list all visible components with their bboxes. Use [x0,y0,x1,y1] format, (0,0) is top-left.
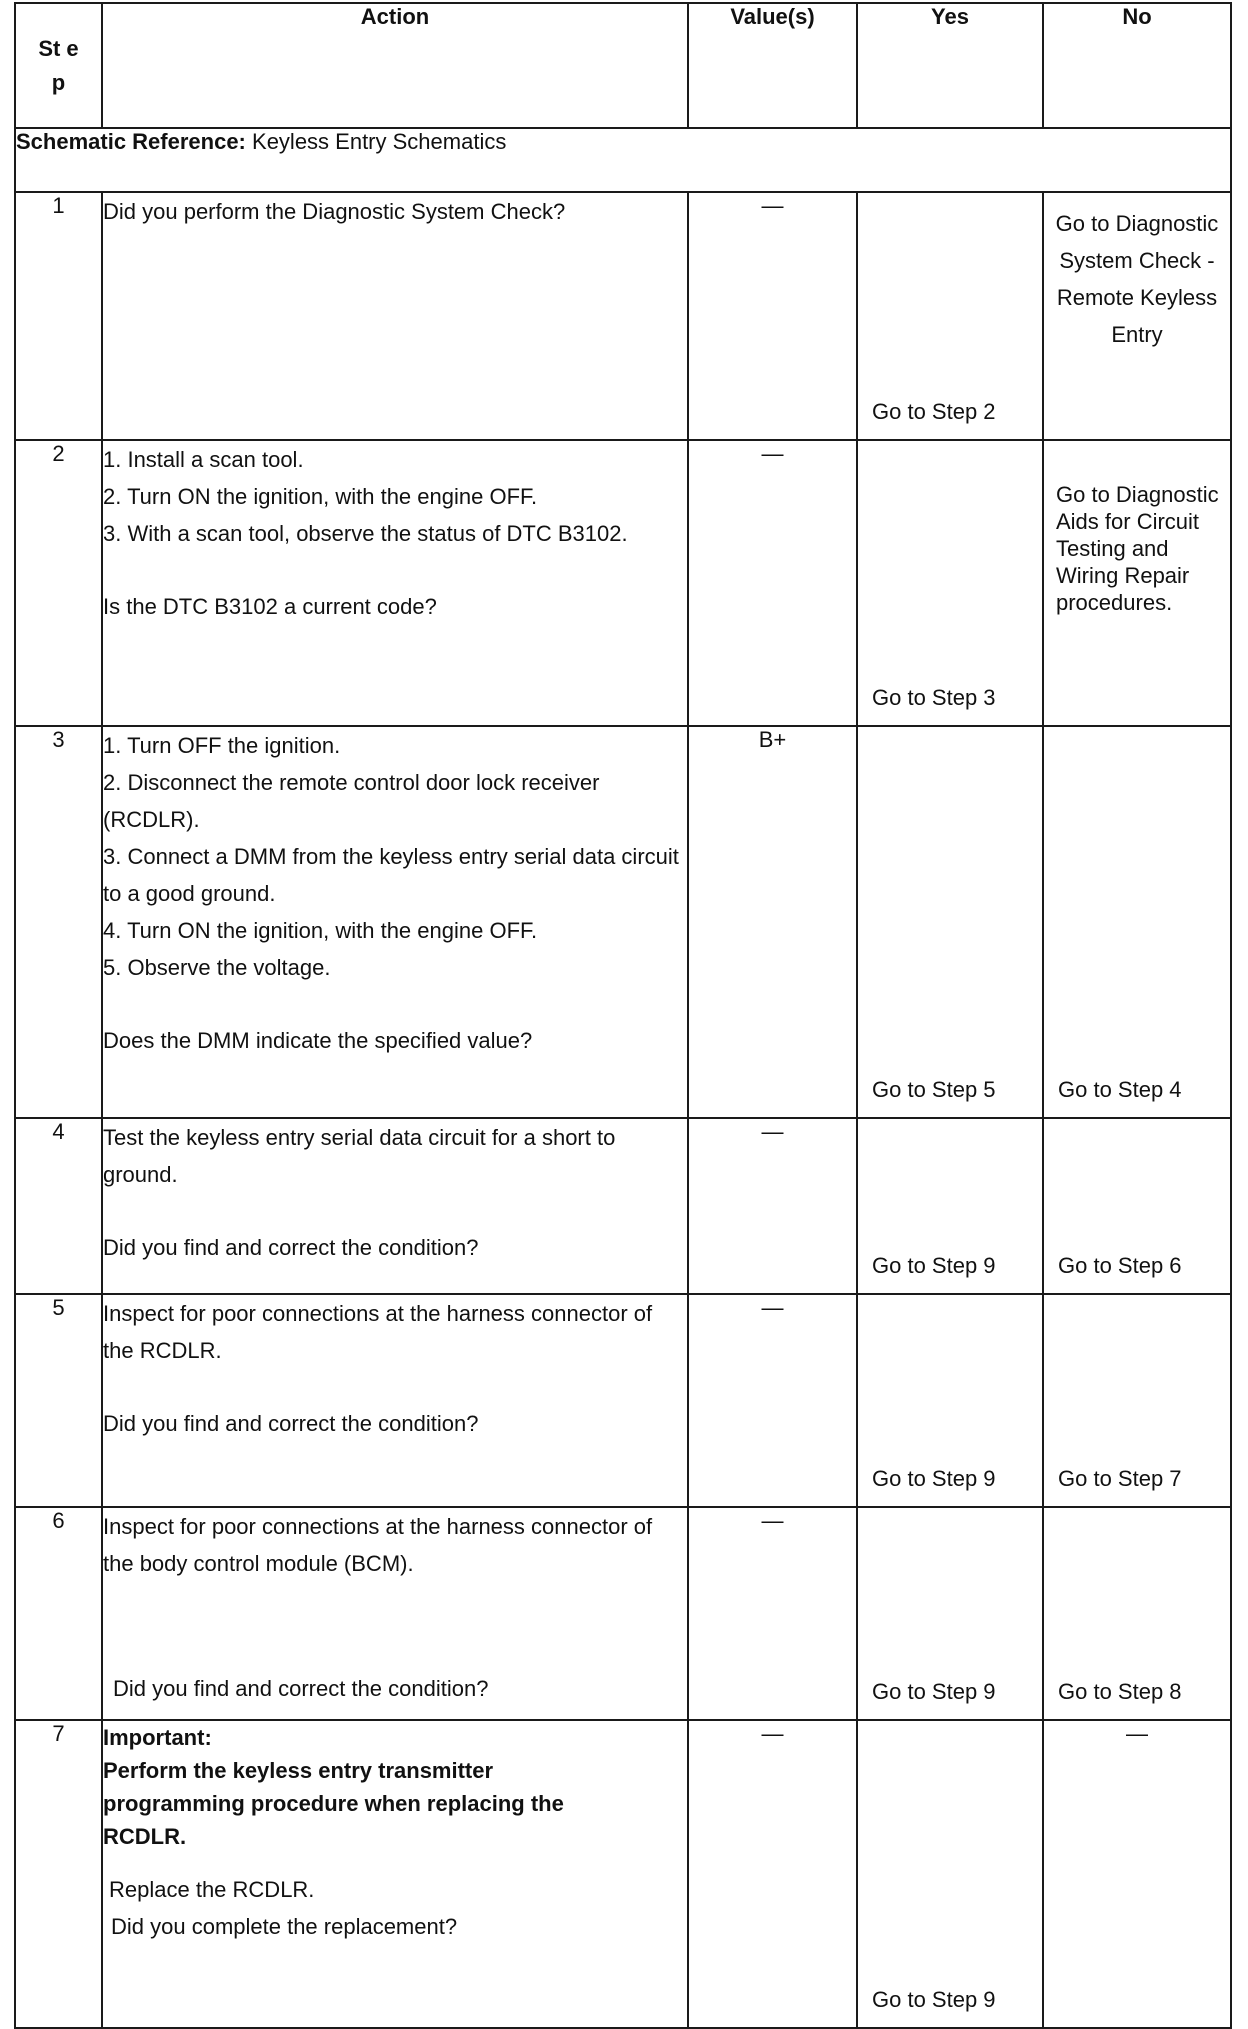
table-row [15,1720,1231,2028]
action-line: 2. Disconnect the remote control door lock receiver (RCDLR). [103,770,600,832]
action-line: Test the keyless entry serial data circuit for a short to ground. [103,1125,616,1187]
no-cell [1043,192,1231,440]
action-line: 1. Install a scan tool. [103,447,304,472]
diagnostic-table [14,2,1232,2029]
step-header: St ep [15,3,102,128]
action-question: Does the DMM indicate the specified value? [103,1028,533,1053]
step-number: 1 [15,192,102,440]
no-header: No [1043,3,1231,128]
no-cell [1043,440,1231,726]
no-result: Go to Step 7 [1058,1466,1182,1491]
yes-cell [857,1507,1043,1720]
value-cell: — [688,1507,857,1720]
no-cell: — [1043,1720,1231,2028]
action-question: Did you find and correct the condition? [113,1676,489,1701]
table-row [15,1118,1231,1294]
action-cell [102,726,688,1118]
header-row [15,3,1231,128]
action-line: 3. Connect a DMM from the keyless entry serial data circuit to a good ground. [103,844,679,906]
no-result: Go to Diagnostic Aids for Circuit Testing and Wiring Repair procedures. [1056,482,1219,615]
action-line: Inspect for poor connections at the harness connector of the body control module (BCM). [103,1514,653,1576]
table-row [15,726,1231,1118]
action-line: Inspect for poor connections at the harness connector of the RCDLR. [103,1301,653,1363]
no-result: Go to Step 6 [1058,1253,1182,1278]
yes-result: Go to Step 9 [872,1987,996,2012]
action-question: Did you find and correct the condition? [103,1235,479,1260]
action-line: 1. Turn OFF the ignition. [103,733,341,758]
value-cell: — [688,192,857,440]
important-label: Important: [103,1725,212,1750]
no-result: Go to Diagnostic System Check - Remote Keyless Entry [1055,211,1219,347]
yes-cell [857,726,1043,1118]
action-cell [102,1507,688,1720]
step-number: 6 [15,1507,102,1720]
value-cell: — [688,1118,857,1294]
yes-result: Go to Step 3 [872,685,996,710]
action-line: 5. Observe the voltage. [103,955,331,980]
action-cell [102,192,688,440]
table-row [15,440,1231,726]
schematic-value: Keyless Entry Schematics [252,129,507,154]
values-header: Value(s) [688,3,857,128]
yes-cell [857,192,1043,440]
yes-result: Go to Step 2 [872,399,996,424]
table-row [15,192,1231,440]
value-cell: — [688,1720,857,2028]
important-text: Perform the keyless entry transmitter programming procedure when replacing the RCDLR. [103,1758,564,1849]
action-line: 2. Turn ON the ignition, with the engine OFF. [103,484,538,509]
action-line: 4. Turn ON the ignition, with the engine OFF. [103,918,538,943]
action-cell [102,440,688,726]
action-line: 3. With a scan tool, observe the status of DTC B3102. [103,521,628,546]
yes-cell [857,1294,1043,1507]
no-cell [1043,1507,1231,1720]
yes-cell [857,1118,1043,1294]
no-cell [1043,1118,1231,1294]
action-cell [102,1720,688,2028]
step-number: 5 [15,1294,102,1507]
action-cell [102,1294,688,1507]
step-number: 7 [15,1720,102,2028]
action-header: Action [102,3,688,128]
yes-cell [857,1720,1043,2028]
no-cell [1043,726,1231,1118]
step-number: 4 [15,1118,102,1294]
schematic-reference [15,128,1231,192]
action-question: Is the DTC B3102 a current code? [103,594,437,619]
value-cell: — [688,1294,857,1507]
action-line: Replace the RCDLR. [109,1877,315,1902]
yes-result: Go to Step 9 [872,1466,996,1491]
schematic-row [15,128,1231,192]
no-result: Go to Step 4 [1058,1077,1182,1102]
yes-cell [857,440,1043,726]
action-question: Did you find and correct the condition? [103,1411,479,1436]
no-cell [1043,1294,1231,1507]
value-cell: — [688,440,857,726]
action-question: Did you perform the Diagnostic System Check? [103,199,566,224]
action-question: Did you complete the replacement? [111,1914,458,1939]
table-row [15,1294,1231,1507]
yes-header: Yes [857,3,1043,128]
step-number: 3 [15,726,102,1118]
yes-result: Go to Step 9 [872,1253,996,1278]
no-result: Go to Step 8 [1058,1679,1182,1704]
step-number: 2 [15,440,102,726]
yes-result: Go to Step 5 [872,1077,996,1102]
table-row [15,1507,1231,1720]
action-cell [102,1118,688,1294]
value-cell: B+ [688,726,857,1118]
schematic-label: Schematic Reference: [16,129,246,154]
yes-result: Go to Step 9 [872,1679,996,1704]
